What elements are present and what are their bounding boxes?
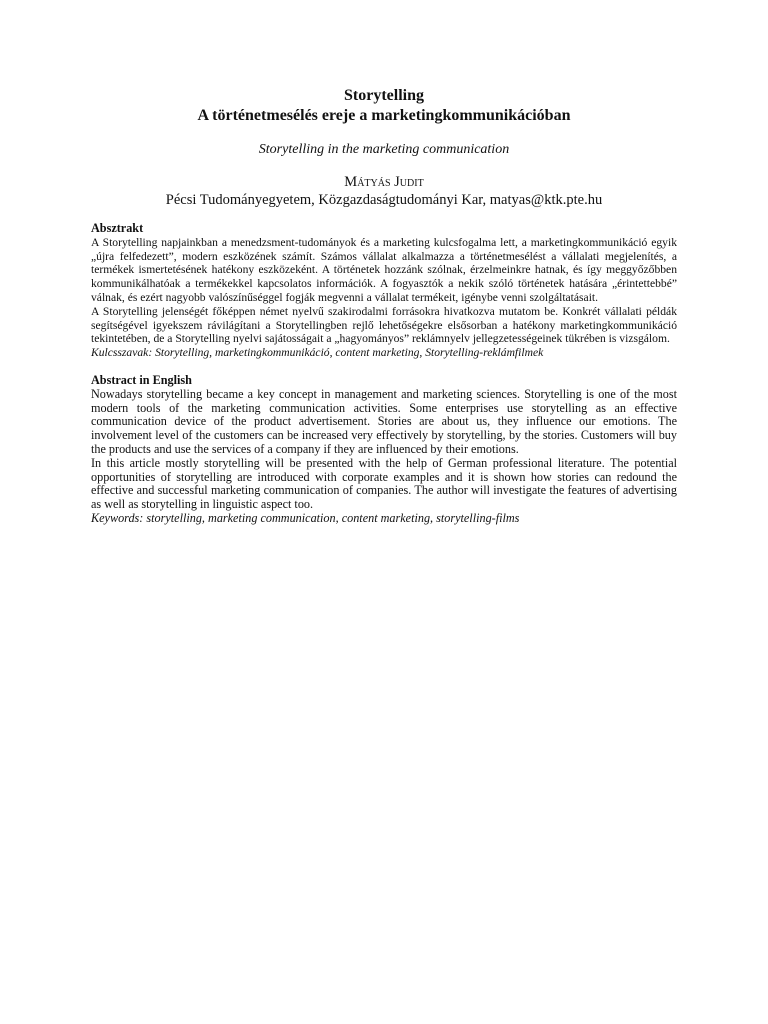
abstract-en-keywords: Keywords: storytelling, marketing communication, content marketing, storytelling-films [91,510,520,525]
document-page [91,86,677,526]
title-line-1: Storytelling [344,87,424,104]
abstract-en-paragraph-2: In this article mostly storytelling will be presented with the help of German professional literature. The potential opportunities of storytelling are introduced with corporate examples and it is shown how stories can redound the effective and successful marketing communication of companies. The author will investigate the features of advertising as well as storytelling in linguistic aspect too. [91,455,677,512]
english-title: Storytelling in the marketing communication [258,142,510,157]
abstract-hu-paragraph-1: A Storytelling napjainkban a menedzsment-tudományok és a marketing kulcsfogalma lett, a marketingkommunikáció egyik „újra felfedezett”, modern eszközének számít. Számos vállalat alkalmazza a történetmesélést a vállalati megjelenítés, a termékek ismertetésének hatékony eszközeként. A történetek hozzánk szólnak, érzelmeinkre hatnak, és így meggyőzőbben kommunikálhatóak a termékekkel kapcsolatos információk. A fogyasztók a nekik szóló történetek hatására „érintettebbé” válnak, és ezért nagyobb valószínűséggel fogják megvenni a vállalat termékeit, igénybe venni szolgáltatásait. [91,235,677,304]
author-name: Mátyás Judit [344,174,424,190]
abstract-hu-heading: Absztrakt [91,221,144,235]
paper-title [91,86,677,126]
title-line-2: A történetmesélés ereje a marketingkommunikációban [197,107,571,124]
abstract-english [91,374,677,526]
abstract-hungarian [91,222,677,360]
abstract-hu-paragraph-2: A Storytelling jelenségét főképpen német nyelvű szakirodalmi forrásokra hivatkozva mutatom be. Konkrét vállalati példák segítségével igyekszem rávilágítani a Storytellingben rejlő lehetőségekre elsősorban a hatékony marketingkommunikáció tekintetében, de a Storytelling nyelvi sajátosságait a „hagyományos” reklámnyelv jellegzetességeinek tükrében is vizsgálom. [91,304,677,346]
abstract-hu-keywords: Kulcsszavak: Storytelling, marketingkommunikáció, content marketing, Storytelling-reklámfilmek [91,346,544,360]
abstract-en-heading: Abstract in English [91,372,192,387]
abstract-en-paragraph-1: Nowadays storytelling became a key concept in management and marketing sciences. Storytelling is one of the most modern tools of the marketing communication activities. Some enterprises use storytelling as an effective communication device of the product advertisement. Stories are about us, they influence our emotions. The involvement level of the customers can be increased very effectively by storytelling, by the stories. Customers will buy the products and use the services of a company if they are influenced by their emotions. [91,386,677,456]
author-affiliation: Pécsi Tudományegyetem, Közgazdaságtudományi Kar, matyas@ktk.pte.hu [165,192,603,208]
